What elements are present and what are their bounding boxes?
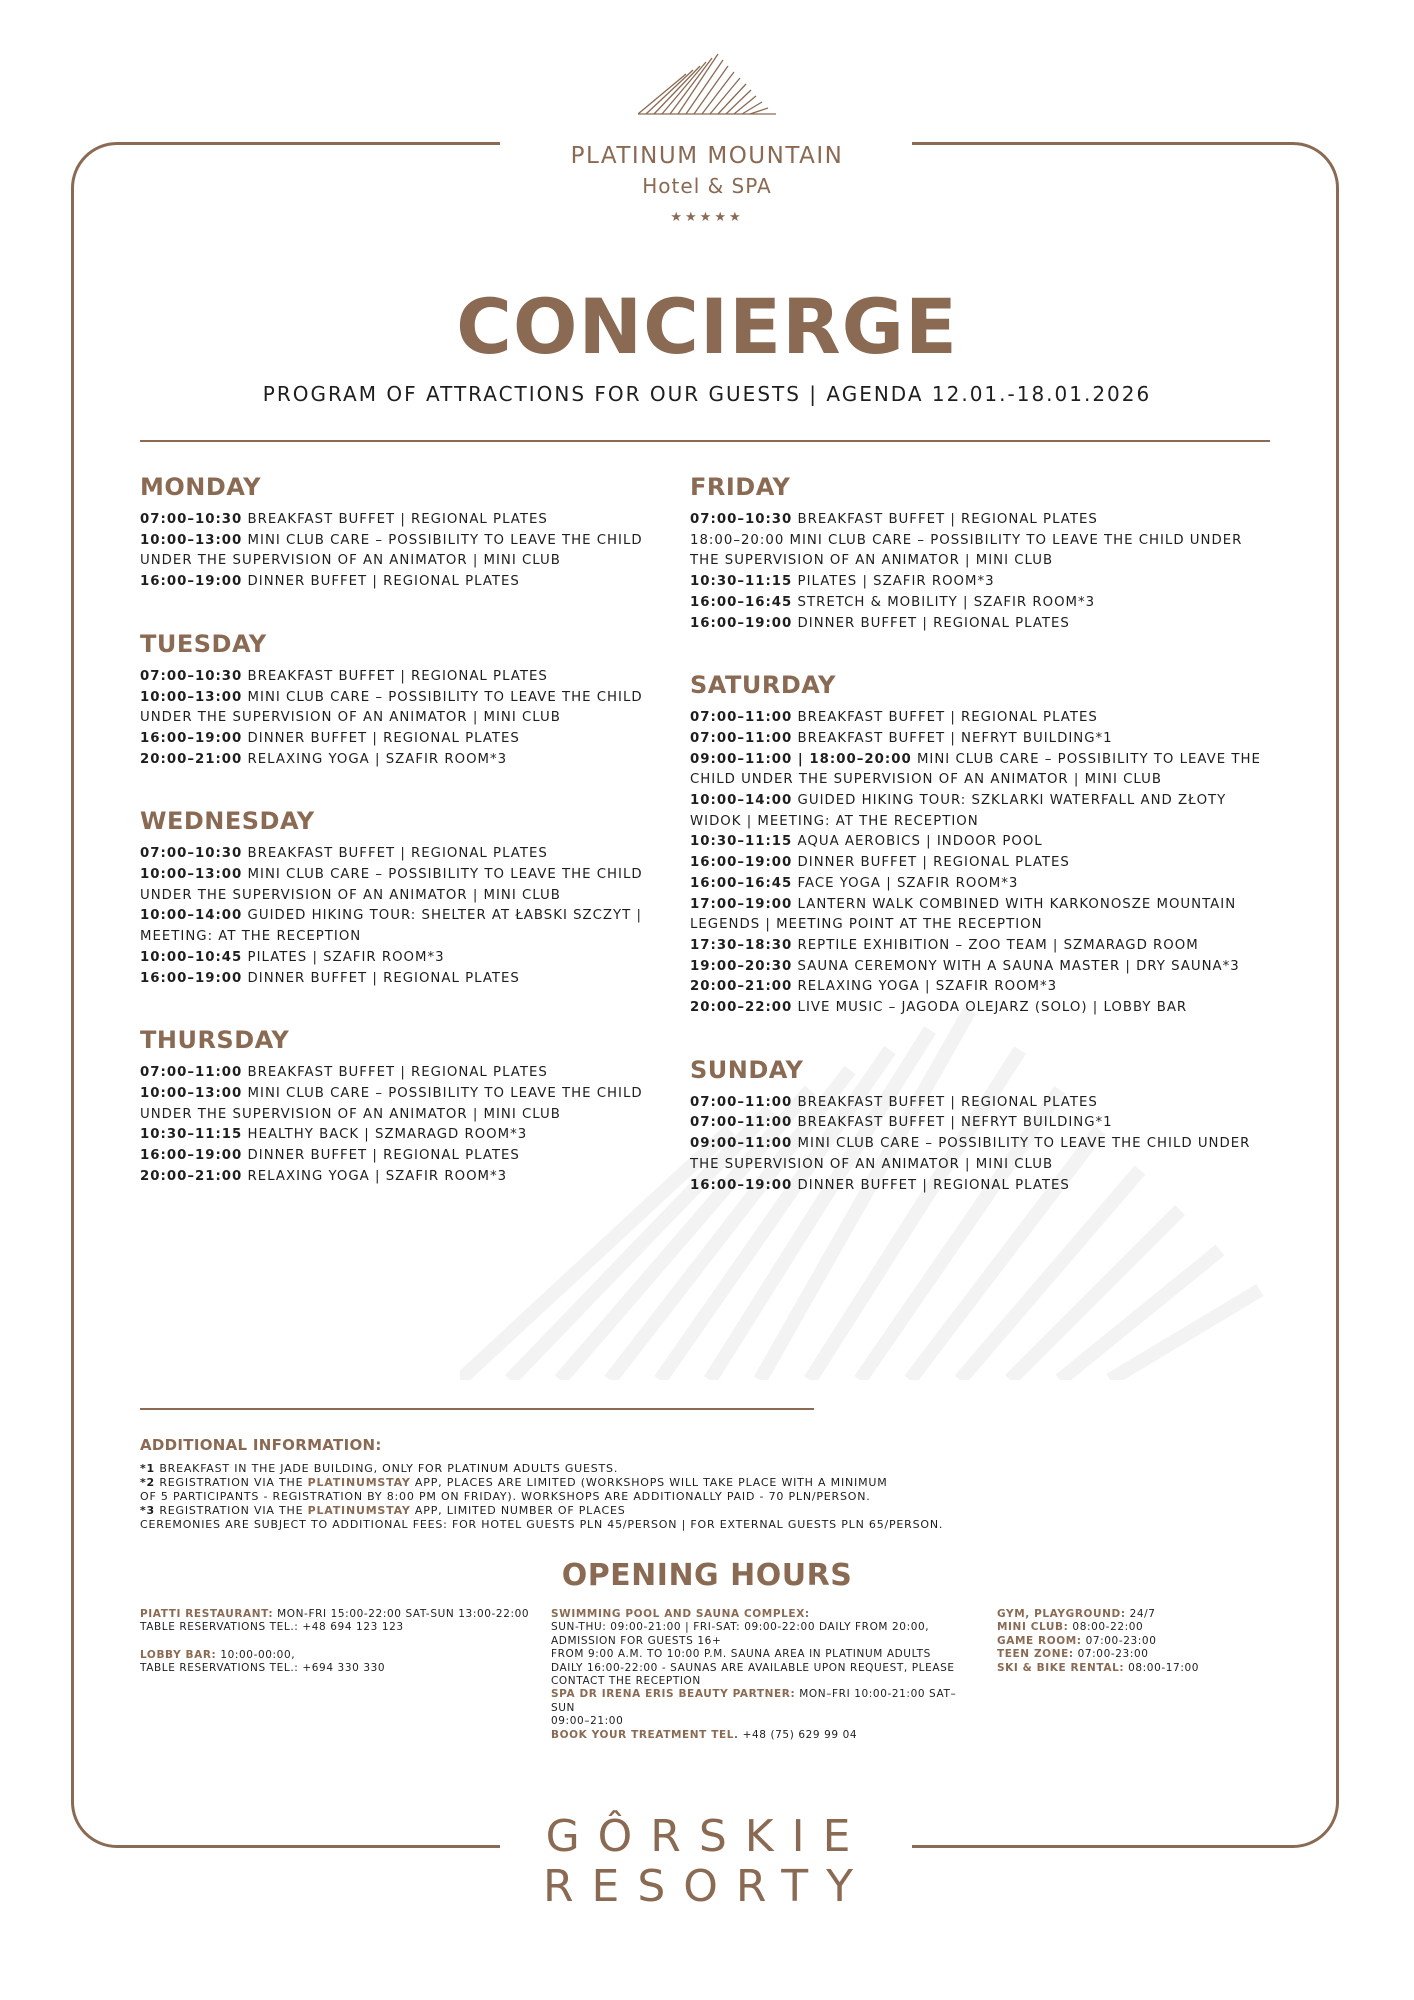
schedule-event (140, 1167, 680, 1188)
schedule-event (140, 688, 680, 729)
event-time: 10:00–10:45 (140, 949, 243, 965)
event-description: DINNER BUFFET | REGIONAL PLATES (247, 730, 520, 746)
event-time: 10:00–13:00 (140, 532, 243, 548)
opening-hours-column-3 (997, 1608, 1257, 1675)
divider (140, 440, 1270, 442)
event-description: SAUNA CEREMONY WITH A SAUNA MASTER | DRY SAUNA*3 (797, 958, 1240, 974)
opening-hours-entry (551, 1688, 971, 1715)
venue-hours: 07:00-23:00 (1077, 1648, 1149, 1661)
event-time: 10:00–14:00 (140, 908, 243, 924)
event-time: 10:30–11:15 (140, 1127, 243, 1143)
event-description: BREAKFAST BUFFET | NEFRYT BUILDING*1 (797, 730, 1113, 746)
event-time: 19:00–20:30 (690, 958, 793, 974)
venue-label: MINI CLUB: (997, 1621, 1069, 1634)
day-name: THURSDAY (140, 1026, 290, 1055)
schedule-event (140, 1084, 680, 1125)
info-line (140, 1518, 1140, 1532)
event-description: GUIDED HIKING TOUR: SHELTER AT ŁABSKI SZCZYT | MEETING: AT THE RECEPTION (140, 908, 642, 945)
event-description: MINI CLUB CARE – POSSIBILITY TO LEAVE THE CHILD UNDER THE SUPERVISION OF AN ANIMATOR | MINI CLUB (690, 1136, 1251, 1172)
additional-info (140, 1462, 1140, 1532)
opening-hours-entry (997, 1621, 1257, 1634)
schedule-event (690, 750, 1270, 791)
event-description: MINI CLUB CARE – POSSIBILITY TO LEAVE THE CHILD UNDER THE SUPERVISION OF AN ANIMATOR | MINI CLUB (140, 532, 643, 569)
schedule-event (690, 614, 1270, 635)
opening-hours-entry (997, 1608, 1257, 1621)
opening-hours-entry (140, 1608, 540, 1621)
venue-hours: 08:00-17:00 (1128, 1661, 1200, 1674)
event-time: 10:30–11:15 (690, 574, 793, 590)
event-time: 10:00–13:00 (140, 689, 243, 705)
event-time: 16:00–16:45 (690, 875, 793, 891)
event-description: BREAKFAST BUFFET | REGIONAL PLATES (247, 846, 548, 862)
schedule-event (690, 853, 1270, 874)
event-time: 20:00–22:00 (690, 1000, 793, 1016)
venue-hours: DAILY 16:00-22:00 - SAUNAS ARE AVAILABLE UPON REQUEST, PLEASE (551, 1661, 955, 1674)
event-description: DINNER BUFFET | REGIONAL PLATES (797, 855, 1070, 871)
event-description: HEALTHY BACK | SZMARAGD ROOM*3 (247, 1127, 528, 1143)
venue-label: PIATTI RESTAURANT: (140, 1608, 274, 1620)
event-time: 07:00–10:30 (140, 846, 243, 862)
event-time: 17:00–19:00 (690, 896, 793, 912)
venue-hours: SUN-THU: 09:00-21:00 | FRI-SAT: 09:00-22:00 DAILY FROM 20:00, (551, 1621, 930, 1634)
day-section (140, 472, 680, 593)
event-description: PILATES | SZAFIR ROOM*3 (797, 574, 995, 590)
opening-hours-entry (140, 1649, 540, 1662)
event-time: 07:00–11:00 (690, 1115, 793, 1131)
opening-hours-entry (997, 1662, 1257, 1675)
schedule-event (690, 936, 1270, 957)
info-text: APP, LIMITED NUMBER OF PLACES (410, 1504, 626, 1517)
event-description: BREAKFAST BUFFET | REGIONAL PLATES (797, 1094, 1098, 1110)
event-time: 16:00–19:00 (140, 730, 243, 746)
venue-label: GAME ROOM: (997, 1634, 1082, 1647)
schedule-event (690, 1093, 1270, 1114)
info-line (140, 1462, 1140, 1476)
schedule-event (690, 832, 1270, 853)
day-section (690, 1055, 1270, 1197)
event-time: 10:00–14:00 (690, 793, 793, 809)
opening-hours-column-1 (140, 1608, 540, 1676)
venue-hours: 24/7 (1129, 1608, 1156, 1620)
app-name: PLATINUMSTAY (307, 1504, 411, 1517)
opening-hours-column-2 (551, 1608, 971, 1742)
venue-hours: +48 (75) 629 99 04 (742, 1728, 858, 1741)
day-name: TUESDAY (140, 629, 267, 658)
venue-label: SWIMMING POOL AND SAUNA COMPLEX: (551, 1608, 810, 1620)
event-description: RELAXING YOGA | SZAFIR ROOM*3 (797, 979, 1058, 995)
day-section (140, 629, 680, 771)
event-time: 16:00–19:00 (140, 970, 243, 986)
event-time: 07:00–10:30 (140, 668, 243, 684)
event-description: BREAKFAST BUFFET | REGIONAL PLATES (797, 512, 1098, 527)
day-name: SATURDAY (690, 671, 836, 700)
event-description: GUIDED HIKING TOUR: SZKLARKI WATERFALL AND ZŁOTY WIDOK | MEETING: AT THE RECEPTION (690, 793, 1227, 829)
info-text: REGISTRATION VIA THE (159, 1476, 308, 1489)
schedule-event (140, 667, 680, 688)
event-description: MINI CLUB CARE – POSSIBILITY TO LEAVE THE CHILD UNDER THE SUPERVISION OF AN ANIMATOR | MINI CLUB (140, 689, 643, 726)
schedule-event (140, 572, 680, 593)
page-subtitle: PROGRAM OF ATTRACTIONS FOR OUR GUESTS | AGENDA 12.01.-18.01.2026 (262, 382, 1152, 406)
event-time: 16:00–16:45 (690, 594, 793, 610)
event-time: 07:00–11:00 (690, 730, 793, 746)
venue-label: SPA DR IRENA ERIS BEAUTY PARTNER: (551, 1688, 796, 1701)
schedule-event (140, 948, 680, 969)
venue-label: GYM, PLAYGROUND: (997, 1608, 1126, 1620)
info-text: OF 5 PARTICIPANTS - REGISTRATION BY 8:00 PM ON FRIDAY). WORKSHOPS ARE ADDITIONALLY PAID - 70 PLN/PERSON. (140, 1490, 871, 1503)
schedule-event (690, 998, 1270, 1019)
footnote-mark: *1 (140, 1462, 156, 1475)
venue-hours: FROM 9:00 A.M. TO 10:00 P.M. SAUNA AREA IN PLATINUM ADULTS (551, 1648, 931, 1661)
schedule-event (140, 865, 680, 906)
event-time: 20:00–21:00 (140, 751, 243, 767)
venue-hours: TABLE RESERVATIONS TEL.: +48 694 123 123 (140, 1621, 404, 1634)
info-text: REGISTRATION VIA THE (159, 1504, 308, 1517)
event-description: PILATES | SZAFIR ROOM*3 (247, 949, 445, 965)
event-time: 07:00–11:00 (140, 1065, 243, 1081)
info-text: BREAKFAST IN THE JADE BUILDING, ONLY FOR PLATINUM ADULTS GUESTS. (159, 1462, 619, 1475)
event-description: DINNER BUFFET | REGIONAL PLATES (247, 574, 520, 590)
schedule-event (690, 572, 1270, 593)
event-time: 16:00–19:00 (690, 1177, 793, 1193)
venue-label: SKI & BIKE RENTAL: (997, 1661, 1125, 1674)
event-time: 07:00–11:00 (690, 1094, 793, 1110)
venue-hours: MON–FRI 10:00-21:00 SAT–SUN (551, 1688, 957, 1714)
star-rating: ★★★★★ (670, 210, 744, 225)
footnote-mark: *2 (140, 1476, 156, 1489)
opening-hours-entry (997, 1648, 1257, 1661)
event-description: LIVE MUSIC – JAGODA OLEJARZ (SOLO) | LOBBY BAR (797, 1000, 1188, 1016)
schedule-event (690, 791, 1270, 832)
schedule-event (140, 531, 680, 572)
event-description: BREAKFAST BUFFET | NEFRYT BUILDING*1 (797, 1115, 1113, 1131)
venue-hours: 10:00-00:00, (220, 1648, 296, 1661)
info-text: APP, PLACES ARE LIMITED (WORKSHOPS WILL TAKE PLACE WITH A MINIMUM (410, 1476, 888, 1489)
footer-logo-line-1: GÔRSKIE (545, 1811, 869, 1862)
event-time: 16:00–19:00 (140, 574, 243, 590)
schedule-right-column (690, 472, 1270, 1232)
schedule-event (140, 1125, 680, 1146)
mountain-lines-icon (638, 52, 776, 120)
event-time: 07:00–11:00 (690, 710, 793, 726)
venue-hours: ADMISSION FOR GUESTS 16+ (551, 1634, 722, 1647)
divider (140, 1408, 814, 1410)
event-time: 20:00–21:00 (690, 979, 793, 995)
event-description: STRETCH & MOBILITY | SZAFIR ROOM*3 (797, 594, 1096, 610)
day-name: FRIDAY (690, 473, 791, 501)
event-description: BREAKFAST BUFFET | REGIONAL PLATES (247, 512, 548, 527)
event-time: 09:00–11:00 | 18:00–20:00 (690, 751, 912, 767)
footer-logo (0, 1812, 1414, 1912)
opening-hours-entry (551, 1608, 971, 1621)
event-description: DINNER BUFFET | REGIONAL PLATES (247, 1148, 520, 1164)
event-time: 16:00–19:00 (690, 855, 793, 871)
footnote-mark: *3 (140, 1504, 156, 1517)
venue-label: BOOK YOUR TREATMENT TEL. (551, 1728, 739, 1741)
venue-hours: 07:00-23:00 (1085, 1634, 1157, 1647)
event-time: 10:30–11:15 (690, 834, 793, 850)
event-description: AQUA AEROBICS | INDOOR POOL (797, 834, 1043, 850)
schedule-event (690, 1113, 1270, 1134)
schedule-event (690, 957, 1270, 978)
spacer (140, 1635, 540, 1649)
opening-hours-title: OPENING HOURS (561, 1558, 853, 1593)
event-time: 17:30–18:30 (690, 937, 793, 953)
info-line (140, 1476, 1140, 1490)
event-description: MINI CLUB CARE – POSSIBILITY TO LEAVE THE CHILD UNDER THE SUPERVISION OF AN ANIMATOR | MINI CLUB (140, 867, 643, 903)
venue-hours: TABLE RESERVATIONS TEL.: +694 330 330 (140, 1662, 386, 1675)
schedule-event (140, 906, 680, 947)
schedule-event (140, 1146, 680, 1167)
schedule-event (690, 708, 1270, 729)
schedule-event (690, 593, 1270, 614)
day-name: MONDAY (140, 473, 261, 501)
event-time: 07:00–10:30 (690, 512, 793, 527)
info-line (140, 1490, 1140, 1504)
day-section (690, 472, 1270, 634)
schedule-event (140, 510, 680, 531)
event-description: LANTERN WALK COMBINED WITH KARKONOSZE MOUNTAIN LEGENDS | MEETING POINT AT THE RECEPTION (690, 896, 1237, 933)
schedule-left-column (140, 472, 680, 1223)
venue-label: LOBBY BAR: (140, 1648, 217, 1661)
day-section (690, 670, 1270, 1019)
schedule-event (140, 969, 680, 990)
page-title: CONCIERGE (456, 282, 958, 371)
event-description: BREAKFAST BUFFET | REGIONAL PLATES (247, 1065, 548, 1081)
opening-hours-entry (997, 1635, 1257, 1648)
schedule-event (690, 531, 1270, 572)
event-time: 09:00–11:00 (690, 1136, 793, 1152)
schedule-event (140, 750, 680, 771)
event-description: BREAKFAST BUFFET | REGIONAL PLATES (797, 710, 1098, 726)
event-description: REPTILE EXHIBITION – ZOO TEAM | SZMARAGD ROOM (797, 937, 1199, 953)
brand-name: PLATINUM MOUNTAIN (570, 143, 844, 169)
event-description: MINI CLUB CARE – POSSIBILITY TO LEAVE THE CHILD UNDER THE SUPERVISION OF AN ANIMATOR | MINI CLUB (690, 751, 1261, 788)
event-time: 16:00–19:00 (690, 615, 793, 631)
schedule-event (690, 895, 1270, 936)
event-time: 10:00–13:00 (140, 867, 243, 883)
opening-hours-entry (551, 1729, 971, 1742)
brand-subtitle: Hotel & SPA (642, 174, 772, 198)
event-time: 20:00–21:00 (140, 1168, 243, 1184)
event-description: BREAKFAST BUFFET | REGIONAL PLATES (247, 668, 548, 684)
additional-info-title: ADDITIONAL INFORMATION: (140, 1436, 382, 1454)
event-description: DINNER BUFFET | REGIONAL PLATES (797, 615, 1070, 631)
event-time: 07:00–10:30 (140, 512, 243, 527)
venue-hours: 09:00–21:00 (551, 1715, 624, 1728)
schedule-event (690, 729, 1270, 750)
schedule-event (690, 1134, 1270, 1175)
event-time: 16:00–19:00 (140, 1148, 243, 1164)
schedule-event (690, 977, 1270, 998)
event-description: FACE YOGA | SZAFIR ROOM*3 (797, 875, 1019, 891)
schedule-event (140, 729, 680, 750)
schedule-event (690, 874, 1270, 895)
event-description: 18:00–20:00 MINI CLUB CARE – POSSIBILITY TO LEAVE THE CHILD UNDER THE SUPERVISION OF AN ANIMATOR | MINI CLUB (690, 532, 1243, 569)
day-section (140, 1025, 680, 1187)
venue-hours: 08:00-22:00 (1072, 1621, 1144, 1634)
info-text: CEREMONIES ARE SUBJECT TO ADDITIONAL FEES: FOR HOTEL GUESTS PLN 45/PERSON | FOR EXTERNAL GUESTS PLN 65/PERSON. (140, 1518, 944, 1531)
footer-logo-line-2: RESORTY (542, 1861, 872, 1912)
event-description: RELAXING YOGA | SZAFIR ROOM*3 (247, 751, 508, 767)
info-line (140, 1504, 1140, 1518)
venue-label: TEEN ZONE: (997, 1648, 1074, 1661)
venue-hours: MON-FRI 15:00-22:00 SAT-SUN 13:00-22:00 (277, 1608, 530, 1620)
event-time: 10:00–13:00 (140, 1085, 243, 1101)
event-description: RELAXING YOGA | SZAFIR ROOM*3 (247, 1168, 508, 1184)
day-section (140, 806, 680, 989)
event-description: MINI CLUB CARE – POSSIBILITY TO LEAVE THE CHILD UNDER THE SUPERVISION OF AN ANIMATOR | MINI CLUB (140, 1085, 643, 1122)
event-description: DINNER BUFFET | REGIONAL PLATES (247, 970, 520, 986)
schedule-event (690, 1176, 1270, 1197)
event-description: DINNER BUFFET | REGIONAL PLATES (797, 1177, 1070, 1193)
schedule-event (690, 510, 1270, 531)
day-name: SUNDAY (690, 1055, 804, 1084)
venue-hours: CONTACT THE RECEPTION (551, 1675, 701, 1688)
schedule-event (140, 1063, 680, 1084)
day-name: WEDNESDAY (140, 807, 315, 836)
app-name: PLATINUMSTAY (307, 1476, 411, 1489)
schedule-event (140, 844, 680, 865)
